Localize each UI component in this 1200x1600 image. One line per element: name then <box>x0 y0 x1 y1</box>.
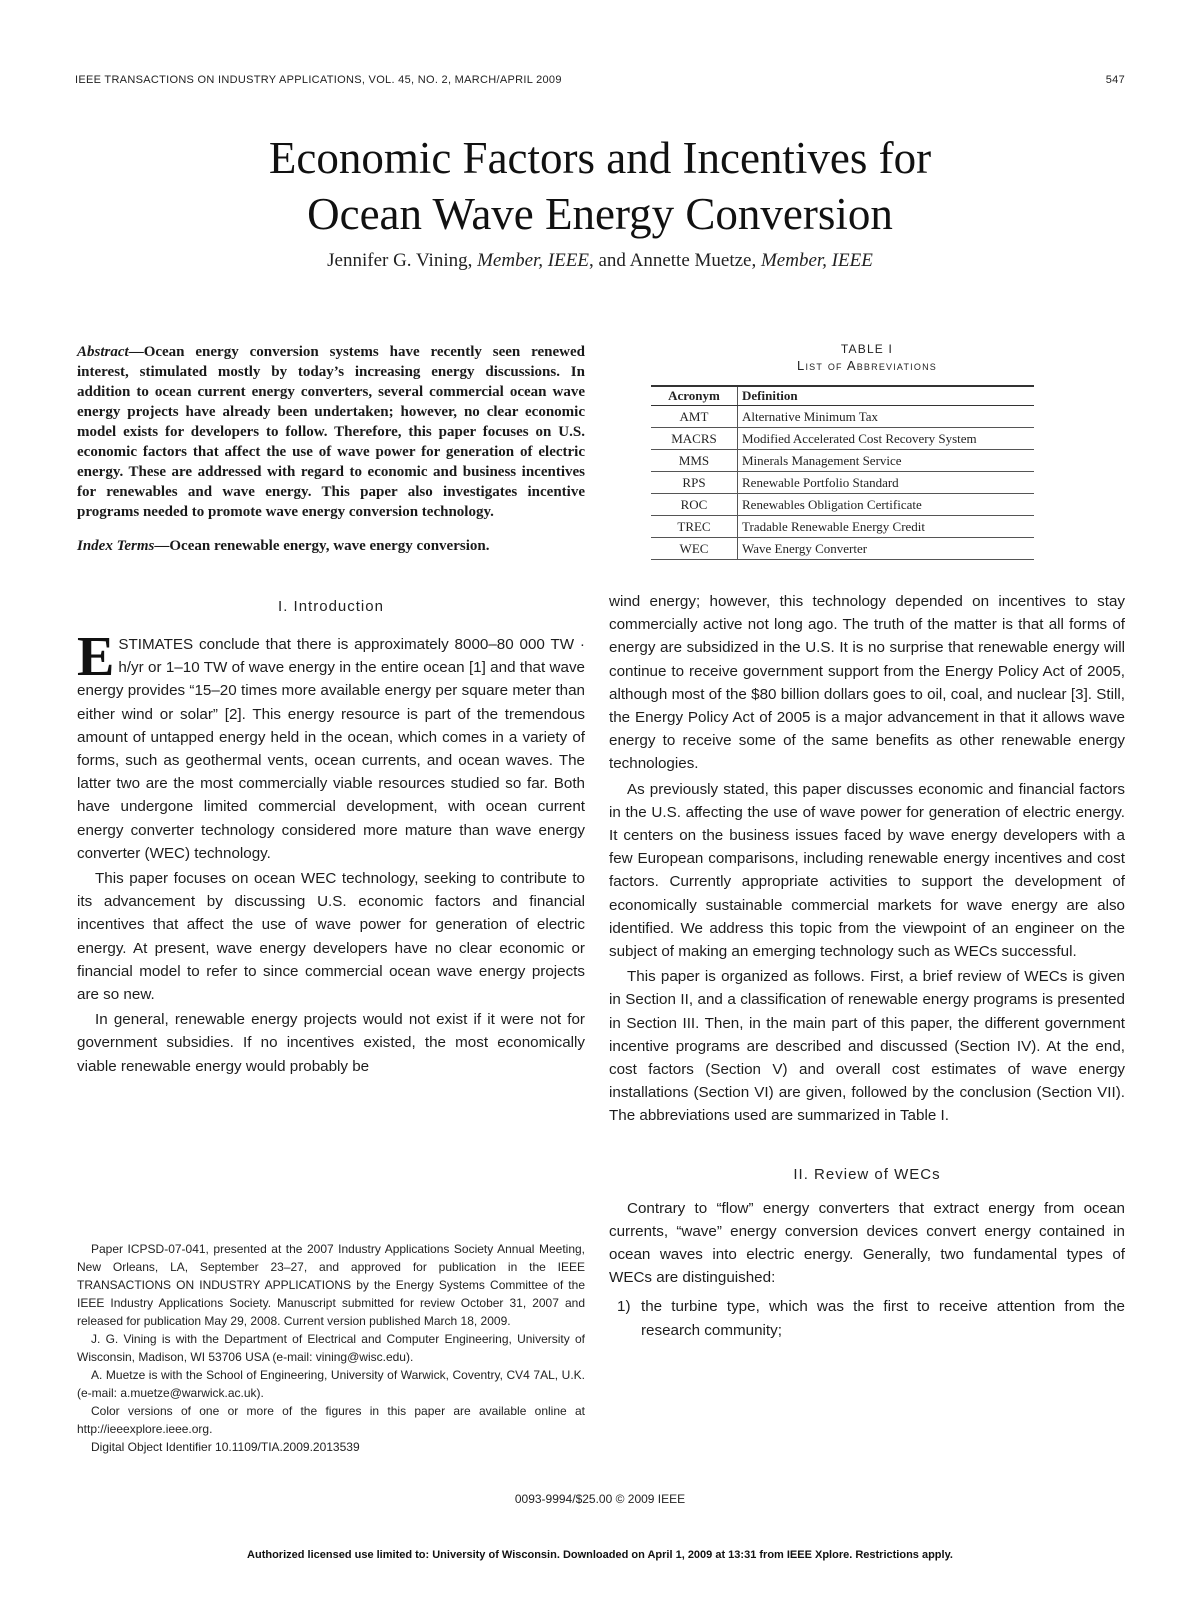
table-header-row <box>651 386 1034 406</box>
intro-paragraph-1 <box>77 626 585 865</box>
left-column <box>77 342 585 1078</box>
table-row <box>651 472 1034 494</box>
index-terms-text: —Ocean renewable energy, wave energy conversion. <box>154 538 490 554</box>
definition-cell: Alternative Minimum Tax <box>738 406 1035 428</box>
definition-cell: Minerals Management Service <box>738 450 1035 472</box>
header-definition: Definition <box>738 386 1035 406</box>
table-label: TABLE I <box>840 342 894 356</box>
footnote-paper-info: Paper ICPSD-07-041, presented at the 2007 Industry Applications Society Annual Meeting, New Orleans, LA, September 23–27, and approved for publication in the IEEE TRANSACTIONS ON INDUSTRY APPLICATIONS by the Energy Systems Committee of the IEEE Industry Applications Society. Manuscript submitted for review October 31, 2007 and released for publication May 29, 2008. Current version published March 18, 2009. <box>77 1242 585 1328</box>
right-paragraph-3: This paper is organized as follows. First, a brief review of WECs is given in Section II, and a classification of renewable energy programs is presented in Section III. Then, in the main part of this paper, the different government incentive programs are described and discussed (Section IV). At the end, cost factors (Section V) and overall cost estimates of wave energy installations (Section VI) are given, followed by the conclusion (Section VII). The abbreviations used are summarized in Table I. <box>609 968 1125 1125</box>
intro-paragraph-2: This paper focuses on ocean WEC technology, seeking to contribute to its advancement by discussing U.S. economic factors and financial incentives that affect the use of wave power for generation of electric energy. At present, wave energy developers have no clear economic or financial model to refer to since commercial ocean wave energy projects are so new. <box>77 870 585 1004</box>
footnotes <box>77 1240 585 1456</box>
authors <box>0 250 1200 272</box>
abstract-text: —Ocean energy conversion systems have recently seen renewed interest, stimulated mostly by today’s increasing energy discussions. In addition to ocean current energy converters, several commercial ocean wave energy projects have already been undertaken; however, no clear economic model exists for developers to follow. Therefore, this paper focuses on U.S. economic factors that affect the use of wave power for generation of electric energy. These are addressed with regard to economic and business incentives for renewables and wave energy. This paper also investigates incentive programs needed to promote wave energy conversion technology. <box>77 344 585 520</box>
definition-cell: Renewables Obligation Certificate <box>738 494 1035 516</box>
right-paragraph-1: wind energy; however, this technology depended on incentives to stay commercially active not long ago. The truth of the matter is that all forms of energy are subsidized in the U.S. It is no surprise that renewable energy will continue to receive government support from the Energy Policy Act of 2005, although most of the $80 billion dollars goes to oil, coal, and nuclear [3]. Still, the Energy Policy Act of 2005 is a major advancement in that it allows wave energy to receive some of the same benefits as other renewable energy technologies. <box>609 593 1125 773</box>
drop-cap: E <box>77 626 115 688</box>
footnote-author-2: A. Muetze is with the School of Engineering, University of Warwick, Coventry, CV4 7AL, U.K. (e-mail: a.muetze@warwick.ac.uk). <box>77 1368 585 1400</box>
intro-paragraph-1-text: STIMATES conclude that there is approximately 8000–80 000 TW · h/yr or 1–10 TW of wave energy in the entire ocean [1] and that wave energy provides “15–20 times more available energy per square meter than either wind or solar” [2]. This energy resource is part of the tremendous amount of untapped energy held in the ocean, which comes in a variety of forms, such as geothermal vents, ocean currents, and ocean waves. The latter two are the most commercially viable resources studied so far. Both have undergone limited commercial development, with ocean current energy converter technology considered more mature than wave energy converter (WEC) technology. <box>77 636 585 862</box>
title-line-1: Economic Factors and Incentives for <box>268 133 932 183</box>
list-item <box>609 1295 1125 1341</box>
section-heading-introduction: I. Introduction <box>278 598 384 615</box>
acronym-cell: RPS <box>651 472 738 494</box>
list-item-number: 1) <box>617 1298 631 1316</box>
table-row <box>651 516 1034 538</box>
title-line-2: Ocean Wave Energy Conversion <box>307 189 893 239</box>
acronym-cell: ROC <box>651 494 738 516</box>
table-row <box>651 494 1034 516</box>
table-caption: List of Abbreviations <box>797 358 937 373</box>
definition-cell: Renewable Portfolio Standard <box>738 472 1035 494</box>
journal-name: IEEE TRANSACTIONS ON INDUSTRY APPLICATIONS, VOL. 45, NO. 2, MARCH/APRIL 2009 <box>75 74 562 86</box>
table-row <box>651 406 1034 428</box>
abstract <box>77 342 585 522</box>
acronym-cell: MMS <box>651 450 738 472</box>
section-heading-review-of-wecs: II. Review of WECs <box>793 1165 941 1183</box>
list-item-text: the turbine type, which was the first to receive attention from the research community; <box>641 1298 1125 1339</box>
acronym-cell: AMT <box>651 406 738 428</box>
definition-cell: Tradable Renewable Energy Credit <box>738 516 1035 538</box>
acronym-cell: TREC <box>651 516 738 538</box>
issn-copyright: 0093-9994/$25.00 © 2009 IEEE <box>514 1492 686 1506</box>
right-paragraph-4: Contrary to “flow” energy converters that extract energy from ocean currents, “wave” energy conversion devices convert energy contained in ocean waves into electric energy. Generally, two fundamental types of WECs are distinguished: <box>609 1199 1125 1287</box>
definition-cell: Wave Energy Converter <box>738 538 1035 560</box>
header-acronym: Acronym <box>651 386 738 406</box>
page-number: 547 <box>1105 74 1125 86</box>
author-2-role: Member, IEEE <box>760 250 873 271</box>
right-paragraph-2: As previously stated, this paper discusses economic and financial factors in the U.S. affecting the use of wave power for generation of electric energy. It centers on the business issues faced by wave energy developers with a few European comparisons, including renewable energy incentives and cost factors. Currently appropriate activities to support the development of economically sustainable commercial markets for wave energy are also identified. We address this topic from the viewpoint of an engineer on the subject of making an emerging technology such as WECs successful. <box>609 780 1125 961</box>
running-head <box>75 74 1125 86</box>
index-terms <box>77 536 585 556</box>
footnote-author-1: J. G. Vining is with the Department of Electrical and Computer Engineering, University of Wisconsin, Madison, WI 53706 USA (e-mail: vining@wisc.edu). <box>77 1332 585 1364</box>
author-1-role: Member, IEEE <box>477 250 589 271</box>
table-row <box>651 450 1034 472</box>
definition-cell: Modified Accelerated Cost Recovery System <box>738 428 1035 450</box>
table-row <box>651 428 1034 450</box>
abbreviations-table <box>651 385 1034 560</box>
abstract-label: Abstract <box>77 344 129 360</box>
paper-title <box>0 130 1200 242</box>
intro-paragraph-3: In general, renewable energy projects would not exist if it were not for government subsidies. If no incentives existed, the most economically viable renewable energy would probably be <box>77 1011 585 1075</box>
footnote-color-versions: Color versions of one or more of the figures in this paper are available online at http://ieeexplore.ieee.org. <box>77 1404 585 1436</box>
table-row <box>651 538 1034 560</box>
footnote-doi: Digital Object Identifier 10.1109/TIA.2009.2013539 <box>91 1440 360 1454</box>
acronym-cell: WEC <box>651 538 738 560</box>
index-terms-label: Index Terms <box>77 538 155 554</box>
license-notice: Authorized licensed use limited to: University of Wisconsin. Downloaded on April 1, 2009 at 13:31 from IEEE Xplore. Restrictions apply. <box>247 1549 953 1561</box>
right-column <box>609 342 1125 1342</box>
author-1: Jennifer G. Vining, <box>327 250 478 271</box>
acronym-cell: MACRS <box>651 428 738 450</box>
author-conjunction: , and Annette Muetze, <box>588 250 761 271</box>
